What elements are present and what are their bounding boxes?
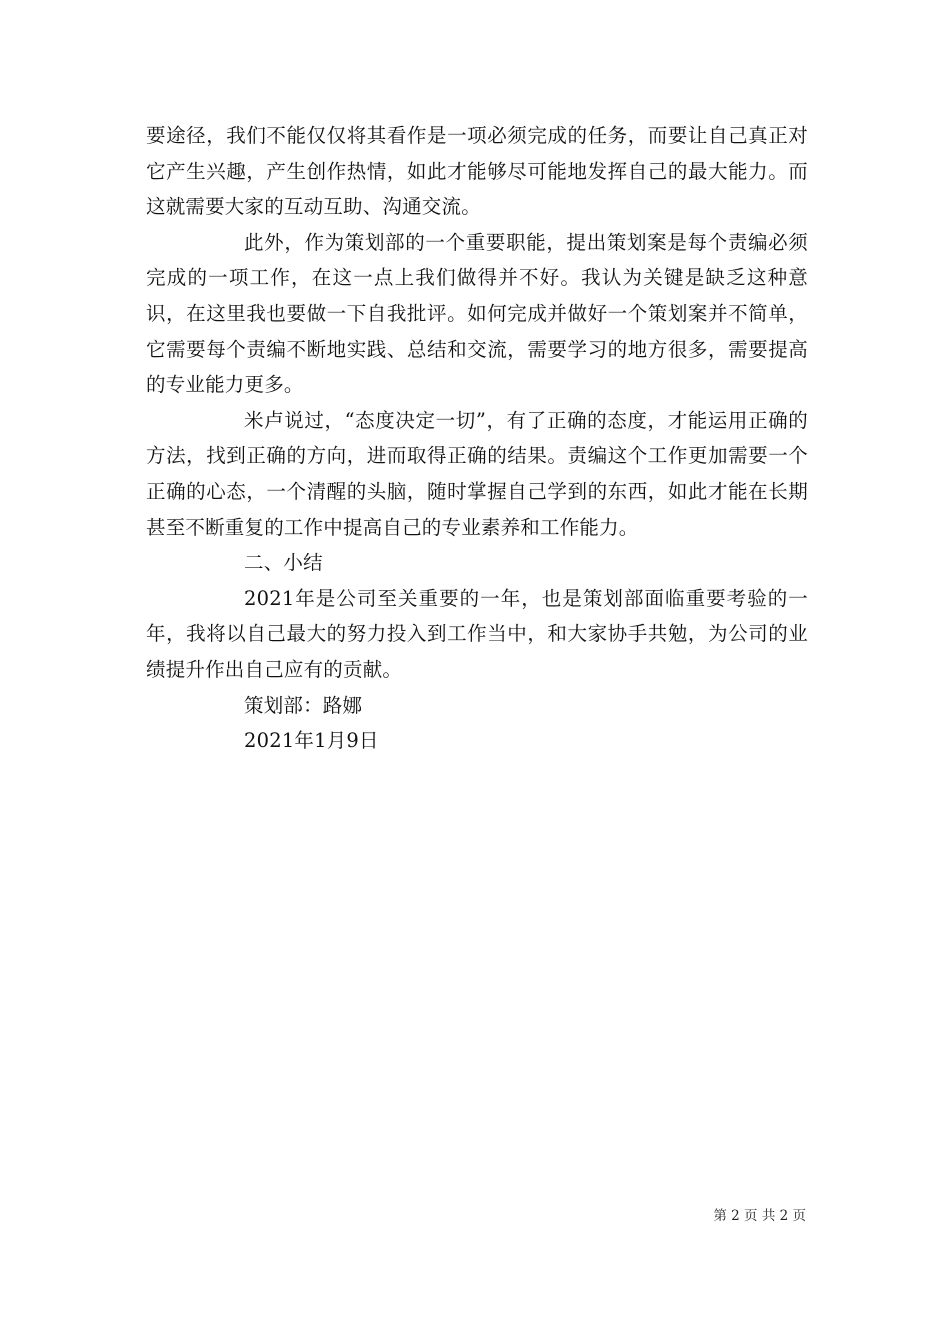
paragraph-continuation: 要途径，我们不能仅仅将其看作是一项必须完成的任务，而要让自己真正对它产生兴趣，产生创作热情，如此才能够尽可能地发挥自己的最大能力。而这就需要大家的互动互助、沟通交流。 (146, 124, 808, 219)
paragraph-summary: 2021年是公司至关重要的一年，也是策划部面临重要考验的一年，我将以自己最大的努力投入到工作当中，和大家协手共勉，为公司的业绩提升作出自己应有的贡献。 (146, 586, 808, 681)
paragraph-proposal-duty: 此外，作为策划部的一个重要职能，提出策划案是每个责编必须完成的一项工作，在这一点上我们做得并不好。我认为关键是缺乏这种意识，在这里我也要做一下自我批评。如何完成并做好一个策划案并不简单，它需要每个责编不断地实践、总结和交流，需要学习的地方很多，需要提高的专业能力更多。 (146, 230, 808, 397)
page-number-footer: 第 2 页 共 2 页 (713, 1208, 806, 1224)
signature-date: 2021年1月9日 (244, 729, 379, 753)
section-heading-summary: 二、小结 (244, 551, 323, 575)
paragraph-attitude: 米卢说过，“态度决定一切”，有了正确的态度，才能运用正确的方法，找到正确的方向，进而取得正确的结果。责编这个工作更加需要一个正确的心态，一个清醒的头脑，随时掌握自己学到的东西，如此才能在长期甚至不断重复的工作中提高自己的专业素养和工作能力。 (146, 408, 808, 539)
signature-department: 策划部：路娜 (244, 693, 363, 717)
document-body (146, 118, 808, 759)
